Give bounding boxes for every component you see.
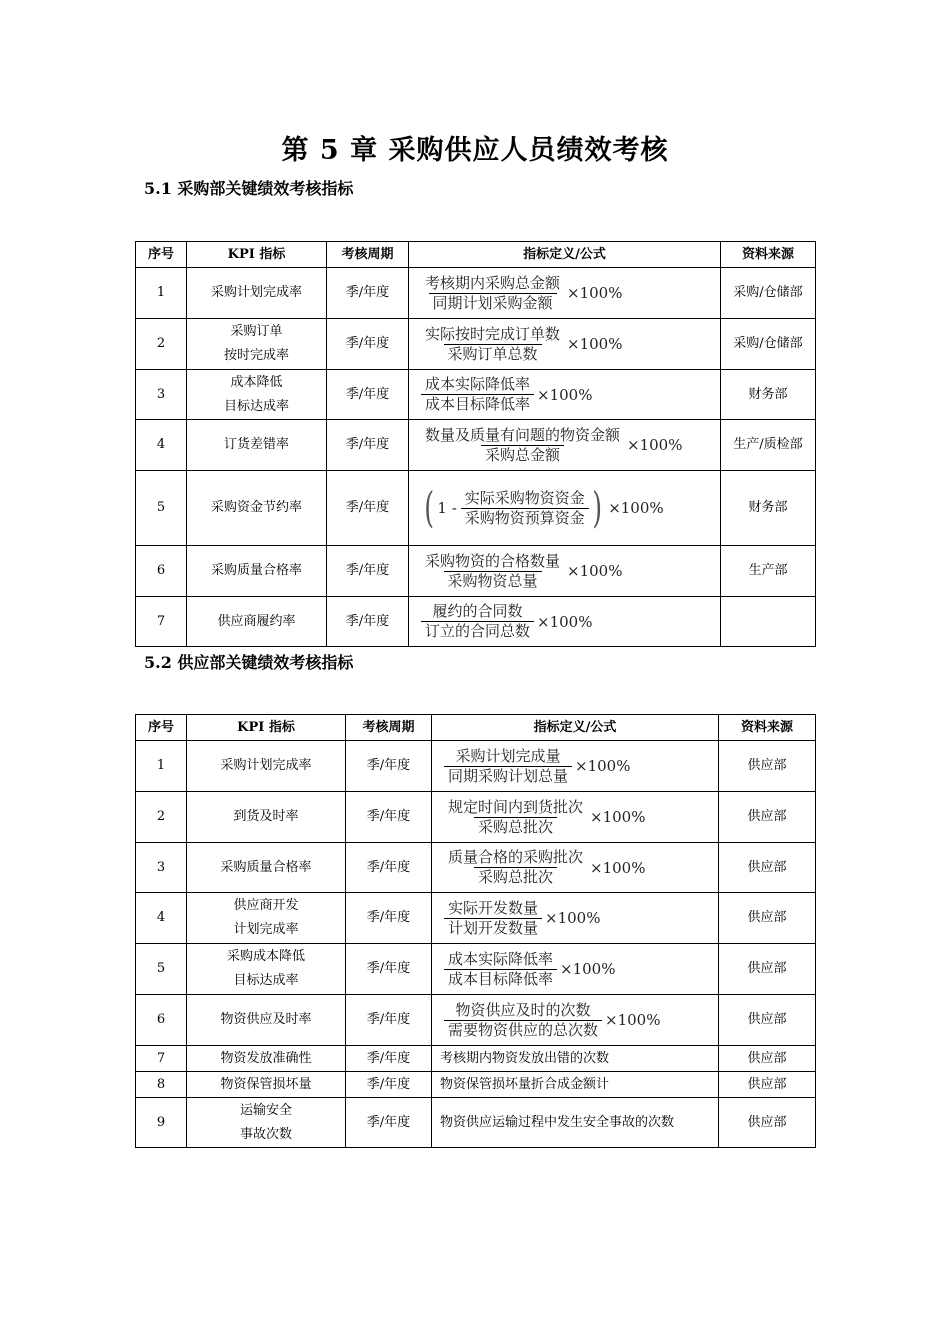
fraction-denominator: 采购总批次 <box>474 817 557 837</box>
row-number-cell: 6 <box>136 546 187 597</box>
period-cell: 季/年度 <box>327 319 409 370</box>
table-row <box>136 597 816 647</box>
kpi-name-line: 采购计划完成率 <box>210 285 302 300</box>
fraction <box>421 274 564 313</box>
row-number-cell: 7 <box>136 1046 187 1072</box>
kpi-name-line: 采购订单 <box>230 324 283 339</box>
formula <box>409 375 720 414</box>
table-row <box>136 893 816 944</box>
fraction-numerator: 数量及质量有问题的物资金额 <box>425 425 621 444</box>
kpi-name-cell <box>187 597 327 647</box>
kpi-name-cell <box>187 944 346 995</box>
formula-cell: 物资保管损坏量折合成金额计 <box>432 1072 719 1098</box>
row-number-cell: 1 <box>136 268 187 319</box>
formula <box>432 950 718 989</box>
row-number-cell: 5 <box>136 471 187 546</box>
formula <box>409 602 720 641</box>
kpi-name-cell <box>187 268 327 319</box>
fraction <box>421 426 624 465</box>
period-cell: 季/年度 <box>346 893 432 944</box>
table-header-row <box>136 715 816 741</box>
fraction-numerator: 考核期内采购总金额 <box>425 273 561 292</box>
source-cell: 财务部 <box>721 370 816 420</box>
formula <box>432 798 718 837</box>
kpi-name-line: 采购成本降低 <box>226 949 305 964</box>
kpi-name-line: 订货差错率 <box>223 437 289 452</box>
fraction <box>421 325 564 364</box>
table-row <box>136 944 816 995</box>
source-cell: 供应部 <box>719 893 816 944</box>
table-row <box>136 268 816 319</box>
period-cell: 季/年度 <box>346 1072 432 1098</box>
row-number-cell: 6 <box>136 995 187 1046</box>
fraction-denominator: 成本目标降低率 <box>421 394 534 414</box>
source-cell: 供应部 <box>719 1098 816 1148</box>
kpi-name-cell <box>187 319 327 370</box>
formula <box>409 552 720 591</box>
multiplier: ×100% <box>590 808 646 826</box>
column-header: KPI 指标 <box>187 242 327 268</box>
formula-cell <box>432 741 719 792</box>
period-cell: 季/年度 <box>346 843 432 893</box>
column-header: 资料来源 <box>719 715 816 741</box>
formula <box>432 747 718 786</box>
column-header: 考核周期 <box>327 242 409 268</box>
column-header: 资料来源 <box>721 242 816 268</box>
fraction-denominator: 订立的合同总数 <box>421 621 534 641</box>
kpi-name-cell <box>187 420 327 471</box>
column-header: KPI 指标 <box>187 715 346 741</box>
kpi-name-cell <box>187 1098 346 1148</box>
fraction <box>444 1001 602 1040</box>
fraction <box>421 375 534 414</box>
column-header: 序号 <box>136 242 187 268</box>
kpi-name-cell <box>187 995 346 1046</box>
kpi-name-cell <box>187 893 346 944</box>
table-row <box>136 792 816 843</box>
column-header: 考核周期 <box>346 715 432 741</box>
table-row <box>136 471 816 546</box>
fraction-denominator: 成本目标降低率 <box>444 969 557 989</box>
fraction-denominator: 计划开发数量 <box>444 918 542 938</box>
kpi-name-line: 采购质量合格率 <box>210 563 302 578</box>
row-number-cell: 7 <box>136 597 187 647</box>
kpi-name-line: 运输安全 <box>239 1102 292 1118</box>
period-cell: 季/年度 <box>346 792 432 843</box>
formula-cell <box>409 268 721 319</box>
multiplier: ×100% <box>537 385 593 404</box>
row-number-cell: 9 <box>136 1098 187 1148</box>
column-header: 指标定义/公式 <box>409 242 721 268</box>
formula-cell <box>432 893 719 944</box>
multiplier: ×100% <box>605 1011 661 1029</box>
fraction-numerator: 质量合格的采购批次 <box>448 848 584 866</box>
fraction-numerator: 规定时间内到货批次 <box>448 797 584 816</box>
table-header-row <box>136 242 816 268</box>
source-cell: 生产/质检部 <box>721 420 816 471</box>
kpi-name-line: 物资供应及时率 <box>220 1012 312 1027</box>
source-cell: 财务部 <box>721 471 816 546</box>
formula <box>432 1001 718 1040</box>
formula <box>409 426 720 465</box>
fraction-denominator: 需要物资供应的总次数 <box>444 1020 602 1040</box>
kpi-name-cell <box>187 741 346 792</box>
formula-cell <box>432 792 719 843</box>
source-cell: 供应部 <box>719 741 816 792</box>
formula-cell <box>409 471 721 546</box>
row-number-cell: 3 <box>136 843 187 893</box>
kpi-name-line: 计划完成率 <box>233 922 299 937</box>
formula-cell <box>432 995 719 1046</box>
fraction-numerator: 物资供应及时的次数 <box>455 1000 591 1019</box>
row-number-cell: 4 <box>136 893 187 944</box>
formula-cell <box>432 843 719 893</box>
period-cell: 季/年度 <box>346 995 432 1046</box>
chapter-title: 第 5 章 采购供应人员绩效考核 <box>281 135 669 166</box>
row-number-cell: 5 <box>136 944 187 995</box>
table-row <box>136 741 816 792</box>
row-number-cell: 1 <box>136 741 187 792</box>
multiplier: ×100% <box>567 562 623 580</box>
source-cell: 供应部 <box>719 1046 816 1072</box>
kpi-name-cell <box>187 792 346 843</box>
table-row <box>136 420 816 471</box>
section-title-5-2: 5.2 供应部关键绩效考核指标 <box>144 653 354 672</box>
row-number-cell: 3 <box>136 370 187 420</box>
kpi-name-line: 物资发放准确性 <box>220 1050 312 1066</box>
fraction-denominator: 采购总批次 <box>474 867 557 887</box>
kpi-name-line: 目标达成率 <box>233 973 299 988</box>
fraction <box>421 552 564 591</box>
period-cell: 季/年度 <box>346 944 432 995</box>
fraction-numerator: 成本实际降低率 <box>448 949 554 968</box>
table-row <box>136 1046 816 1072</box>
period-cell: 季/年度 <box>346 741 432 792</box>
table-row <box>136 319 816 370</box>
period-cell: 季/年度 <box>327 471 409 546</box>
section-title-5-1: 5.1 采购部关键绩效考核指标 <box>144 179 354 198</box>
formula-cell <box>432 944 719 995</box>
kpi-table-purchasing <box>135 241 816 647</box>
fraction <box>421 602 534 641</box>
fraction-numerator: 实际按时完成订单数 <box>425 324 561 343</box>
multiplier: ×100% <box>567 335 623 353</box>
kpi-name-line: 按时完成率 <box>223 348 289 363</box>
period-cell: 季/年度 <box>327 268 409 319</box>
fraction-numerator: 采购物资的合格数量 <box>425 551 561 570</box>
multiplier: ×100% <box>608 499 664 517</box>
formula <box>432 899 718 938</box>
period-cell: 季/年度 <box>327 546 409 597</box>
row-number-cell: 4 <box>136 420 187 471</box>
kpi-name-cell <box>187 546 327 597</box>
kpi-table-supply <box>135 714 816 1148</box>
right-paren-icon: ) <box>592 483 602 532</box>
fraction-denominator: 采购总金额 <box>481 445 564 465</box>
fraction-numerator: 实际开发数量 <box>448 898 539 917</box>
left-paren-icon: ( <box>424 483 435 532</box>
kpi-name-line: 物资保管损坏量 <box>220 1076 312 1092</box>
formula-cell: 考核期内物资发放出错的次数 <box>432 1046 719 1072</box>
formula-cell <box>409 370 721 420</box>
kpi-name-line: 成本降低 <box>230 374 283 390</box>
source-cell: 采购/仓储部 <box>721 268 816 319</box>
source-cell: 供应部 <box>719 944 816 995</box>
fraction-denominator: 采购物资预算资金 <box>461 508 589 528</box>
formula <box>432 848 718 887</box>
kpi-name-line: 供应商履约率 <box>217 613 296 629</box>
fraction-numerator: 采购计划完成量 <box>455 746 561 765</box>
period-cell: 季/年度 <box>327 597 409 647</box>
fraction <box>444 848 587 887</box>
formula <box>409 274 720 313</box>
period-cell: 季/年度 <box>346 1046 432 1072</box>
formula-cell <box>409 546 721 597</box>
table-row <box>136 1098 816 1148</box>
formula-cell <box>409 319 721 370</box>
column-header: 序号 <box>136 715 187 741</box>
fraction-numerator: 成本实际降低率 <box>425 375 531 393</box>
fraction <box>444 950 557 989</box>
source-cell: 供应部 <box>719 1072 816 1098</box>
table-row <box>136 1072 816 1098</box>
table-row <box>136 843 816 893</box>
kpi-name-cell <box>187 843 346 893</box>
multiplier: ×100% <box>567 284 623 302</box>
column-header: 指标定义/公式 <box>432 715 719 741</box>
kpi-name-line: 目标达成率 <box>223 398 289 414</box>
kpi-name-cell <box>187 1046 346 1072</box>
fraction <box>444 899 542 938</box>
kpi-name-cell <box>187 471 327 546</box>
kpi-name-line: 事故次数 <box>239 1126 292 1142</box>
kpi-name-line: 供应商开发 <box>233 898 299 913</box>
multiplier: ×100% <box>575 757 631 775</box>
fraction-numerator: 履约的合同数 <box>432 602 523 620</box>
source-cell: 采购/仓储部 <box>721 319 816 370</box>
multiplier: ×100% <box>627 436 683 454</box>
formula <box>409 483 720 532</box>
formula-cell: 物资供应运输过程中发生安全事故的次数 <box>432 1098 719 1148</box>
table-row <box>136 995 816 1046</box>
formula-prefix: 1 - <box>437 499 457 517</box>
fraction-denominator: 同期采购计划总量 <box>444 766 572 786</box>
fraction <box>461 489 589 528</box>
kpi-name-line: 采购资金节约率 <box>210 500 302 515</box>
source-cell: 供应部 <box>719 843 816 893</box>
row-number-cell: 2 <box>136 792 187 843</box>
kpi-name-cell <box>187 370 327 420</box>
row-number-cell: 2 <box>136 319 187 370</box>
kpi-name-line: 到货及时率 <box>233 809 299 824</box>
formula <box>409 325 720 364</box>
table-row <box>136 546 816 597</box>
formula-cell <box>409 420 721 471</box>
source-cell: 生产部 <box>721 546 816 597</box>
formula-cell <box>409 597 721 647</box>
multiplier: ×100% <box>560 960 616 978</box>
kpi-name-line: 采购质量合格率 <box>220 859 312 875</box>
fraction-denominator: 采购物资总量 <box>444 571 542 591</box>
source-cell: 供应部 <box>719 995 816 1046</box>
row-number-cell: 8 <box>136 1072 187 1098</box>
fraction-denominator: 同期计划采购金额 <box>429 293 557 313</box>
multiplier: ×100% <box>590 858 646 877</box>
fraction-numerator: 实际采购物资资金 <box>464 488 585 507</box>
multiplier: ×100% <box>545 909 601 927</box>
period-cell: 季/年度 <box>327 370 409 420</box>
fraction <box>444 798 587 837</box>
period-cell: 季/年度 <box>346 1098 432 1148</box>
fraction <box>444 747 572 786</box>
table-row <box>136 370 816 420</box>
kpi-name-line: 采购计划完成率 <box>220 758 312 773</box>
kpi-name-cell <box>187 1072 346 1098</box>
period-cell: 季/年度 <box>327 420 409 471</box>
source-cell <box>721 597 816 647</box>
multiplier: ×100% <box>537 612 593 631</box>
source-cell: 供应部 <box>719 792 816 843</box>
fraction-denominator: 采购订单总数 <box>444 344 542 364</box>
